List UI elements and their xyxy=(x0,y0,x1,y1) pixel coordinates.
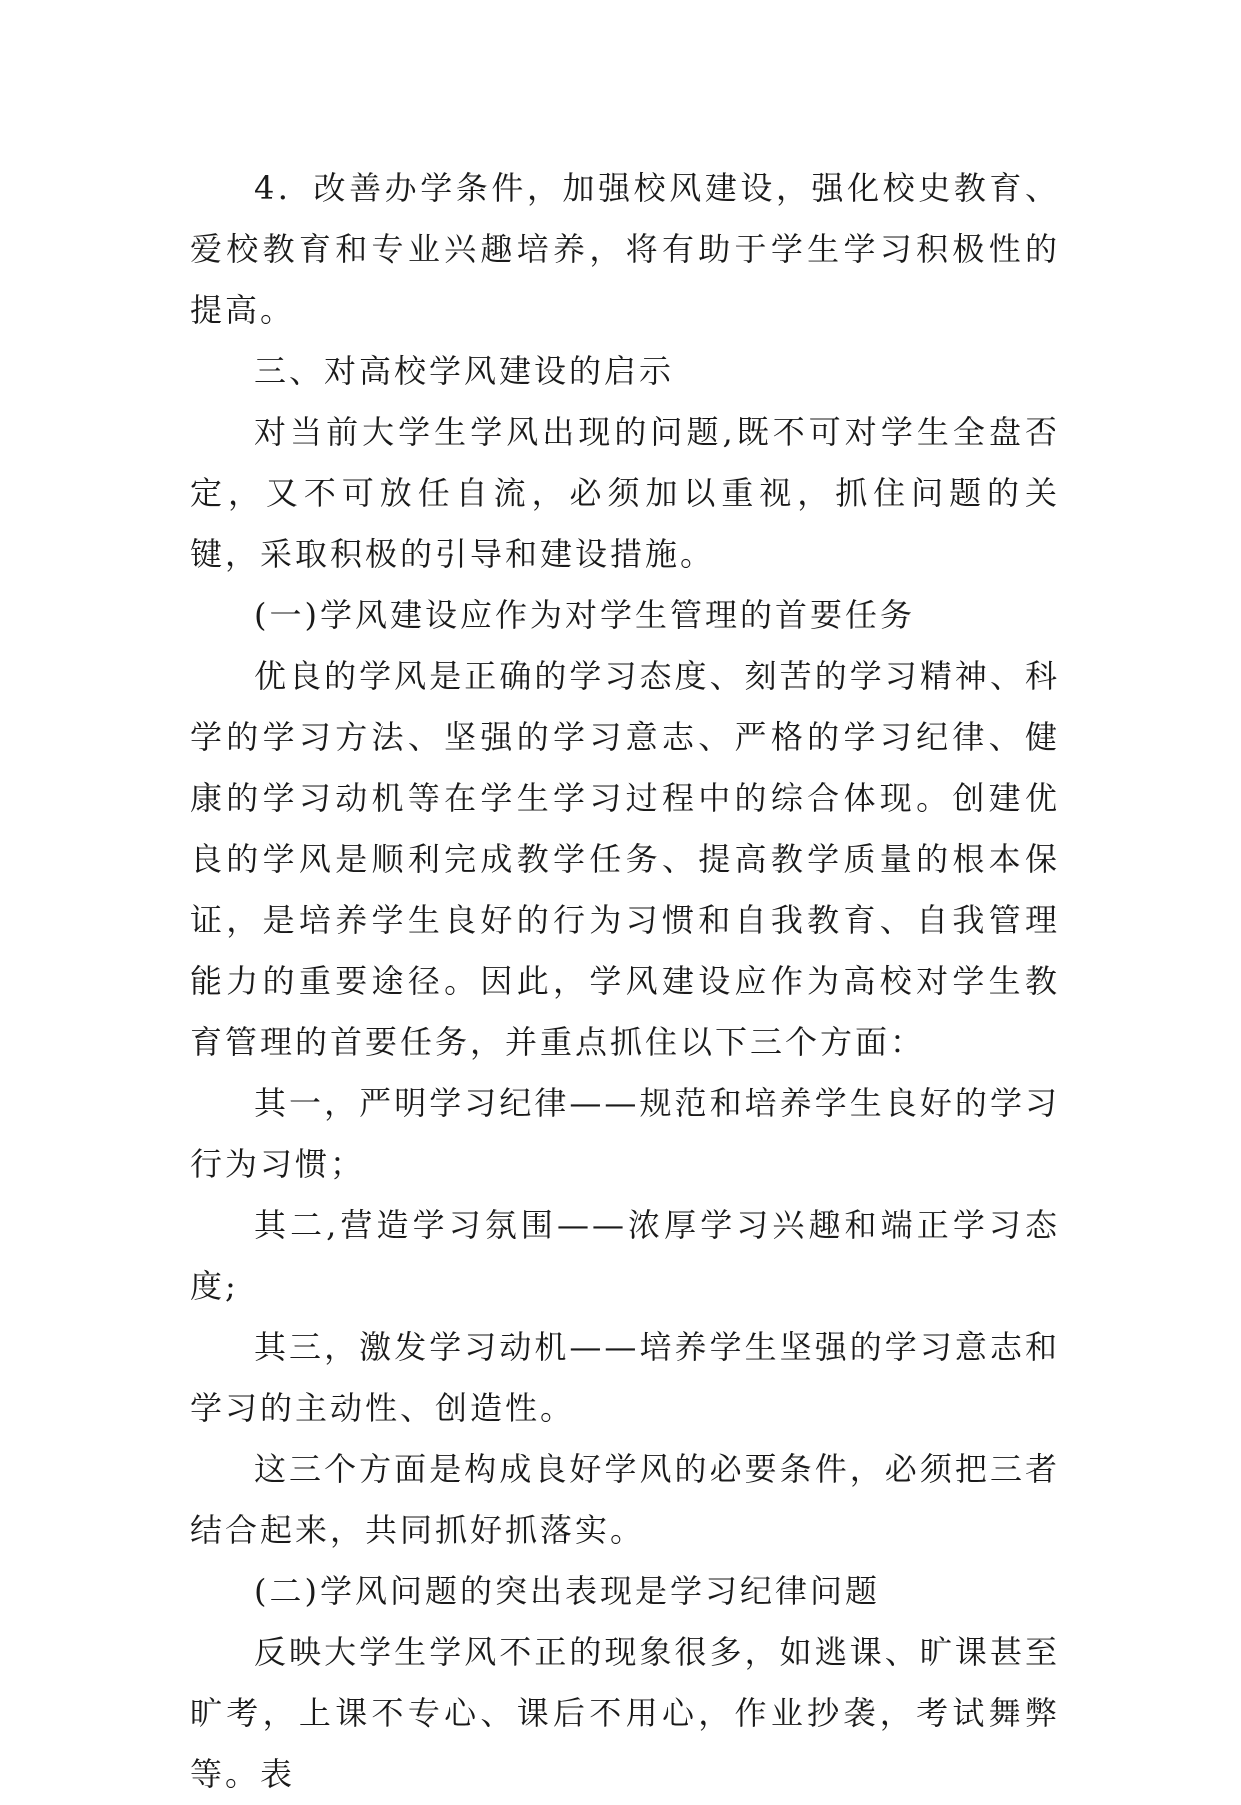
paragraph-current-problems: 对当前大学生学风出现的问题,既不可对学生全盘否定，又不可放任自流，必须加以重视，抓住问题的关键，采取积极的引导和建设措施。 xyxy=(190,413,1060,573)
subheading-one: (一)学风建设应作为对学生管理的首要任务 xyxy=(254,596,915,634)
paragraph-problems-examples: 反映大学生学风不正的现象很多，如逃课、旷课甚至旷考，上课不专心、课后不用心，作业抄袭，考试舞弊等。表 xyxy=(190,1633,1060,1793)
paragraph-good-study-style: 优良的学风是正确的学习态度、刻苦的学习精神、科学的学习方法、坚强的学习意志、严格的学习纪律、健康的学习动机等在学生学习过程中的综合体现。创建优良的学风是顺利完成教学任务、提高教学质量的根本保证，是培养学生良好的行为习惯和自我教育、自我管理能力的重要途径。因此，学风建设应作为高校对学生教育管理的首要任务，并重点抓住以下三个方面： xyxy=(190,657,1060,1061)
point-two: 其二,营造学习氛围——浓厚学习兴趣和端正学习态度; xyxy=(190,1206,1060,1305)
section-heading-three: 三、对高校学风建设的启示 xyxy=(254,352,675,390)
paragraph-three-aspects: 这三个方面是构成良好学风的必要条件，必须把三者结合起来，共同抓好抓落实。 xyxy=(190,1450,1060,1549)
paragraph-improve-conditions: 4．改善办学条件，加强校风建设，强化校史教育、爱校教育和专业兴趣培养，将有助于学生学习积极性的提高。 xyxy=(190,169,1060,329)
point-one: 其一，严明学习纪律——规范和培养学生良好的学习行为习惯； xyxy=(190,1084,1060,1183)
subheading-two: (二)学风问题的突出表现是学习纪律问题 xyxy=(254,1572,880,1610)
point-three: 其三，激发学习动机——培养学生坚强的学习意志和学习的主动性、创造性。 xyxy=(190,1328,1060,1427)
document-body xyxy=(190,158,1060,1805)
